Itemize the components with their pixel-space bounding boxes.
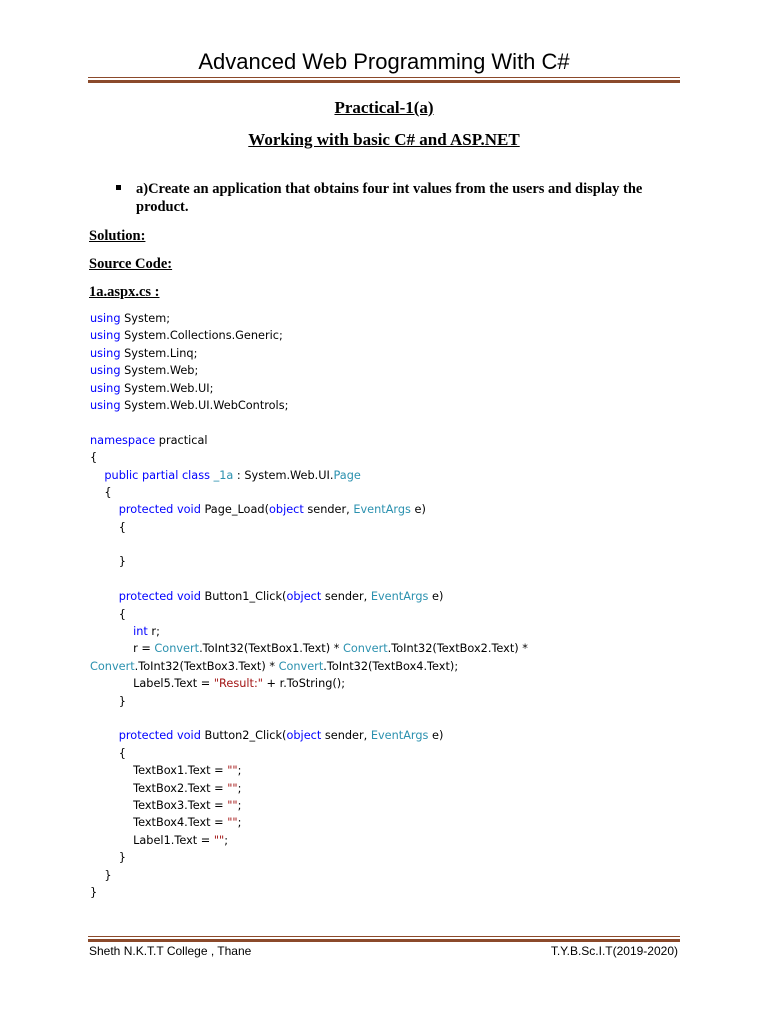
code-line — [90, 814, 528, 831]
code-token — [90, 625, 133, 638]
code-token: TextBox1.Text = — [90, 764, 228, 778]
code-token: e) — [428, 729, 444, 743]
code-line — [90, 553, 528, 570]
code-line — [90, 780, 528, 797]
code-line — [90, 606, 528, 623]
code-token: } — [90, 885, 98, 899]
practical-subtitle: Working with basic C# and ASP.NET — [248, 130, 520, 149]
code-token: .ToInt32(TextBox3.Text) * — [134, 659, 279, 673]
code-token: namespace — [90, 433, 156, 447]
code-line — [90, 362, 528, 379]
code-token: System; — [120, 312, 171, 325]
code-token: e) — [410, 503, 426, 517]
code-line — [90, 884, 528, 901]
code-line — [90, 867, 528, 884]
code-token: { — [90, 485, 112, 499]
code-token: System.Collections.Generic; — [120, 329, 283, 343]
code-token: protected — [118, 590, 174, 604]
code-line — [90, 762, 528, 779]
code-token: { — [90, 451, 98, 465]
code-token: using — [90, 381, 121, 395]
file-name-label: 1a.aspx.cs : — [89, 284, 160, 300]
code-token: void — [176, 590, 201, 604]
code-token: using — [90, 398, 121, 412]
code-token: TextBox2.Text = — [90, 781, 228, 795]
code-token: public — [104, 468, 139, 482]
code-token: object — [286, 590, 322, 604]
code-token: ; — [237, 764, 242, 778]
code-token: { — [90, 520, 126, 534]
code-token: Page_Load( — [200, 503, 269, 517]
source-code-label: Source Code: — [89, 256, 173, 272]
code-token: } — [90, 851, 126, 865]
code-token: .ToInt32(TextBox2.Text) * — [387, 642, 528, 656]
code-line — [90, 849, 528, 866]
code-token: EventArgs — [370, 729, 429, 743]
practical-title: Practical-1(a) — [334, 98, 434, 117]
code-line — [90, 710, 528, 727]
task-item — [116, 180, 676, 216]
code-token: ; — [224, 833, 229, 847]
code-token: sender, — [321, 590, 371, 604]
code-token: object — [286, 729, 322, 743]
code-token: void — [176, 503, 201, 517]
code-token: practical — [155, 433, 208, 447]
code-line — [90, 380, 528, 397]
code-token — [90, 469, 104, 482]
code-token: protected — [118, 729, 174, 743]
solution-label: Solution: — [89, 228, 146, 244]
code-line — [90, 832, 528, 849]
code-token: void — [176, 729, 201, 743]
footer-class-year: T.Y.B.Sc.I.T(2019-2020) — [550, 944, 678, 958]
code-token: .ToInt32(TextBox4.Text); — [323, 659, 459, 673]
code-token — [90, 729, 119, 742]
code-token: "Result:" — [213, 677, 263, 691]
code-token: } — [90, 868, 112, 882]
code-line — [90, 432, 528, 449]
code-line — [90, 571, 528, 588]
code-line — [90, 658, 528, 675]
code-token: Label1.Text = — [90, 833, 214, 847]
code-token: Label5.Text = — [90, 677, 214, 691]
code-token: using — [90, 364, 121, 378]
code-token: Convert — [342, 642, 388, 656]
code-line — [90, 536, 528, 553]
code-token: using — [90, 329, 121, 343]
code-token: Convert — [90, 659, 135, 673]
code-token: Button1_Click( — [200, 590, 287, 604]
code-line — [90, 397, 528, 414]
code-token: r = — [90, 642, 155, 656]
code-line — [90, 519, 528, 536]
code-token: TextBox3.Text = — [90, 798, 228, 812]
code-line — [90, 693, 528, 710]
code-token: .ToInt32(TextBox1.Text) * — [199, 642, 343, 656]
code-token: } — [90, 694, 126, 708]
code-token: ; — [237, 781, 242, 795]
code-token: protected — [118, 503, 174, 517]
code-token: int — [133, 625, 148, 639]
code-token: } — [90, 555, 126, 569]
code-token: { — [90, 607, 126, 621]
code-token — [90, 590, 119, 603]
code-line — [90, 310, 528, 327]
code-line — [90, 414, 528, 431]
code-token: e) — [428, 590, 444, 604]
code-token: ; — [237, 816, 242, 830]
footer-college: Sheth N.K.T.T College , Thane — [89, 944, 252, 958]
header-divider — [88, 77, 680, 83]
code-token: using — [90, 346, 121, 360]
code-token: System.Web; — [120, 364, 199, 378]
code-token: sender, — [321, 729, 371, 743]
code-token: EventArgs — [353, 503, 411, 517]
code-token: r; — [147, 625, 160, 639]
bullet-icon — [116, 185, 121, 190]
code-line — [90, 484, 528, 501]
code-token: "" — [227, 816, 238, 830]
code-token: : System.Web.UI. — [233, 468, 334, 482]
task-text: a)Create an application that obtains four int values from the users and display the product. — [136, 181, 643, 215]
code-token: sender, — [303, 503, 354, 517]
code-block — [90, 310, 528, 901]
code-token: TextBox4.Text = — [90, 816, 228, 830]
code-token: ; — [237, 798, 242, 812]
footer-divider — [88, 936, 680, 942]
page-header-title: Advanced Web Programming With C# — [198, 49, 570, 74]
code-line — [90, 623, 528, 640]
code-token: "" — [227, 781, 238, 795]
code-token: + r.ToString(); — [262, 677, 346, 691]
code-line — [90, 345, 528, 362]
code-token: _1a — [213, 468, 234, 482]
code-line — [90, 449, 528, 466]
code-token: System.Web.UI; — [120, 381, 214, 395]
code-token: using — [90, 312, 121, 325]
code-line — [90, 745, 528, 762]
code-line — [90, 727, 528, 744]
code-token: System.Linq; — [120, 346, 198, 360]
code-token: Page — [333, 468, 361, 482]
code-token: partial — [141, 468, 179, 482]
code-line — [90, 675, 528, 692]
code-token: Button2_Click( — [200, 729, 287, 743]
code-line — [90, 501, 528, 518]
code-line — [90, 797, 528, 814]
code-token: "" — [227, 764, 238, 778]
code-token — [90, 503, 119, 516]
code-token: "" — [213, 833, 225, 847]
code-line — [90, 467, 528, 484]
code-line — [90, 327, 528, 344]
code-token: EventArgs — [370, 590, 429, 604]
code-token: Convert — [154, 642, 200, 656]
code-token: { — [90, 746, 126, 760]
code-token: "" — [227, 798, 238, 812]
code-token: class — [181, 468, 210, 482]
code-line — [90, 588, 528, 605]
code-token: Convert — [278, 659, 324, 673]
code-token: System.Web.UI.WebControls; — [120, 398, 289, 412]
code-token: object — [268, 503, 304, 517]
code-line — [90, 640, 528, 657]
